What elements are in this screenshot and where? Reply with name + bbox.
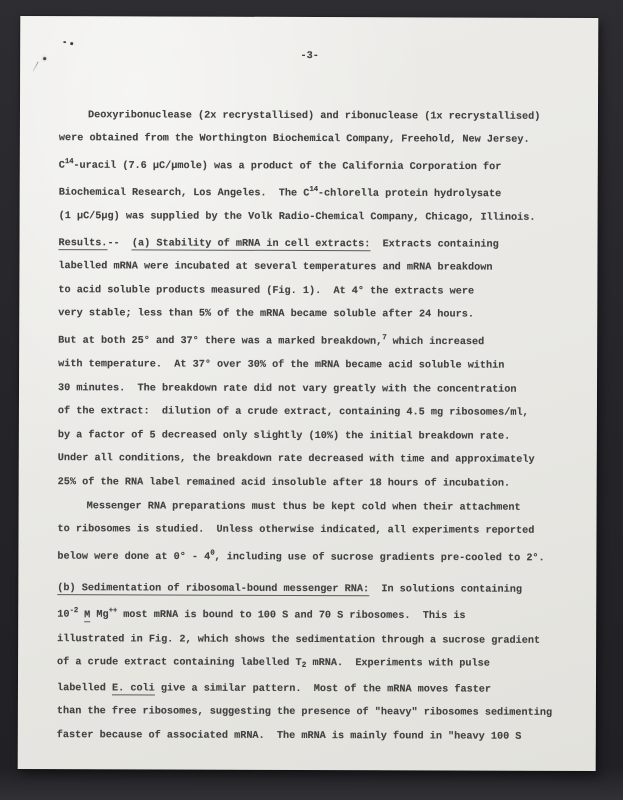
text-segment: -uracil (7.6 µC/µmole) was a product of the California Corporation for [73,160,502,173]
text-segment: In solutions containing [369,584,522,596]
text-segment: by a factor of 5 decreased only slightly (10%) the initial breakdown rate. [57,429,511,443]
text-segment: to ribosomes is studied. Unless otherwise indicated, all experiments reported [57,524,535,537]
text-segment [78,610,84,621]
text-segment: of the extract: dilution of a crude extract, containing 4.5 mg ribosomes/ml, [57,406,529,419]
text-segment: -chlorella protein hydrolysate [317,188,502,201]
text-line [57,677,558,702]
text-segment: Mg [90,610,109,622]
text-line [58,302,559,327]
text-line [58,377,559,402]
text-segment: C [58,160,65,172]
text-segment: labelled [56,682,113,695]
text-segment: faster because of associated mRNA. The mRNA is mainly found in "heavy 100 S [56,730,522,743]
text-line [57,628,558,653]
text-segment: were obtained from the Worthington Biochemical Company, Freehold, New Jersey. [58,133,530,146]
text-segment: 2 [301,661,307,671]
text-segment: below were done at 0° - 4 [57,551,211,563]
text-line [58,232,559,257]
text-segment: -2 [69,607,79,616]
text-line [58,424,559,449]
text-segment: Results. [58,237,108,249]
text-line [57,700,558,725]
text-segment: 25% of the RNA label remained acid insoluble after 18 hours of incubation. [57,477,511,490]
text-segment: give a similar pattern. Most of the mRNA moves faster [154,683,492,696]
text-segment: to acid soluble products measured (Fig. 1). At 4° the extracts were [58,284,475,298]
text-line [57,542,558,571]
text-segment: (1 µC/5µg) was supplied by the Volk Radio-Chemical Company, Chicago, Illinois. [58,211,536,224]
text-segment: -- [107,237,132,249]
text-line [58,326,559,355]
text-line [57,577,558,602]
text-segment: very stable; less than 5% of the mRNA became soluble after 24 hours. [58,308,475,321]
text-segment: with temperature. At 37° over 30% of the mRNA became acid soluble within [58,359,505,372]
text-segment: Extracts containing [370,238,499,251]
text-line [58,495,559,520]
text-line [59,151,560,180]
text-segment: than the free ribosomes, suggesting the presence of "heavy" ribosomes sedimenting [56,706,553,720]
text-segment: 7 [382,334,387,343]
text-segment: of a crude extract containing labelled T [57,657,302,670]
text-line [57,724,558,749]
text-segment: But at both 25° and 37° there was a marked breakdown, [58,335,383,348]
text-line [59,205,560,230]
text-segment: (a) Stability of mRNA in cell extracts: [131,237,371,250]
text-segment: M [84,610,91,622]
text-segment: 14 [64,157,74,166]
text-segment: Deoxyribonuclease (2x recrystallised) and ribonuclease (1x recrystallised) [87,109,541,123]
text-line [59,104,560,129]
page-content [18,16,599,750]
text-line [57,518,558,543]
text-segment: labelled mRNA were incubated at several temperatures and mRNA breakdown [58,261,493,274]
text-line [58,448,559,473]
text-line [58,471,559,496]
text-segment: 0 [210,549,215,558]
text-line [58,400,559,425]
text-segment: 10 [57,610,70,622]
text-segment: which increased [386,336,485,349]
text-segment: illustrated in Fig. 2, which shows the sedimentation through a sucrose gradient [57,633,541,647]
text-segment: most mRNA is bound to 100 S and 70 S ribosomes. This is [117,610,466,623]
text-segment: mRNA. Experiments with pulse [306,658,490,670]
text-segment: (b) Sedimentation of ribosomal-bound messenger RNA: [57,583,370,596]
document-page [18,16,599,771]
page-text [57,104,560,750]
text-line [58,255,559,280]
text-segment: 30 minutes. The breakdown rate did not vary greatly with the concentration [57,382,517,396]
text-segment: 14 [309,185,318,194]
text-line [59,127,560,152]
text-line [59,178,560,207]
text-segment: Biochemical Research, Los Angeles. The C [58,187,310,200]
text-line [58,279,559,304]
text-segment: Messenger RNA preparations must thus be kept cold when their attachment [86,500,521,514]
text-line [57,601,558,630]
text-segment: E. coli [111,683,155,695]
text-line [57,651,558,678]
text-segment: , including use of sucrose gradients pre-cooled to 2°. [214,551,545,565]
text-line [58,353,559,378]
page-number: -3- [300,50,319,63]
text-segment: Under all conditions, the breakdown rate decreased with time and approximately [57,453,535,467]
text-segment: ++ [108,607,118,616]
